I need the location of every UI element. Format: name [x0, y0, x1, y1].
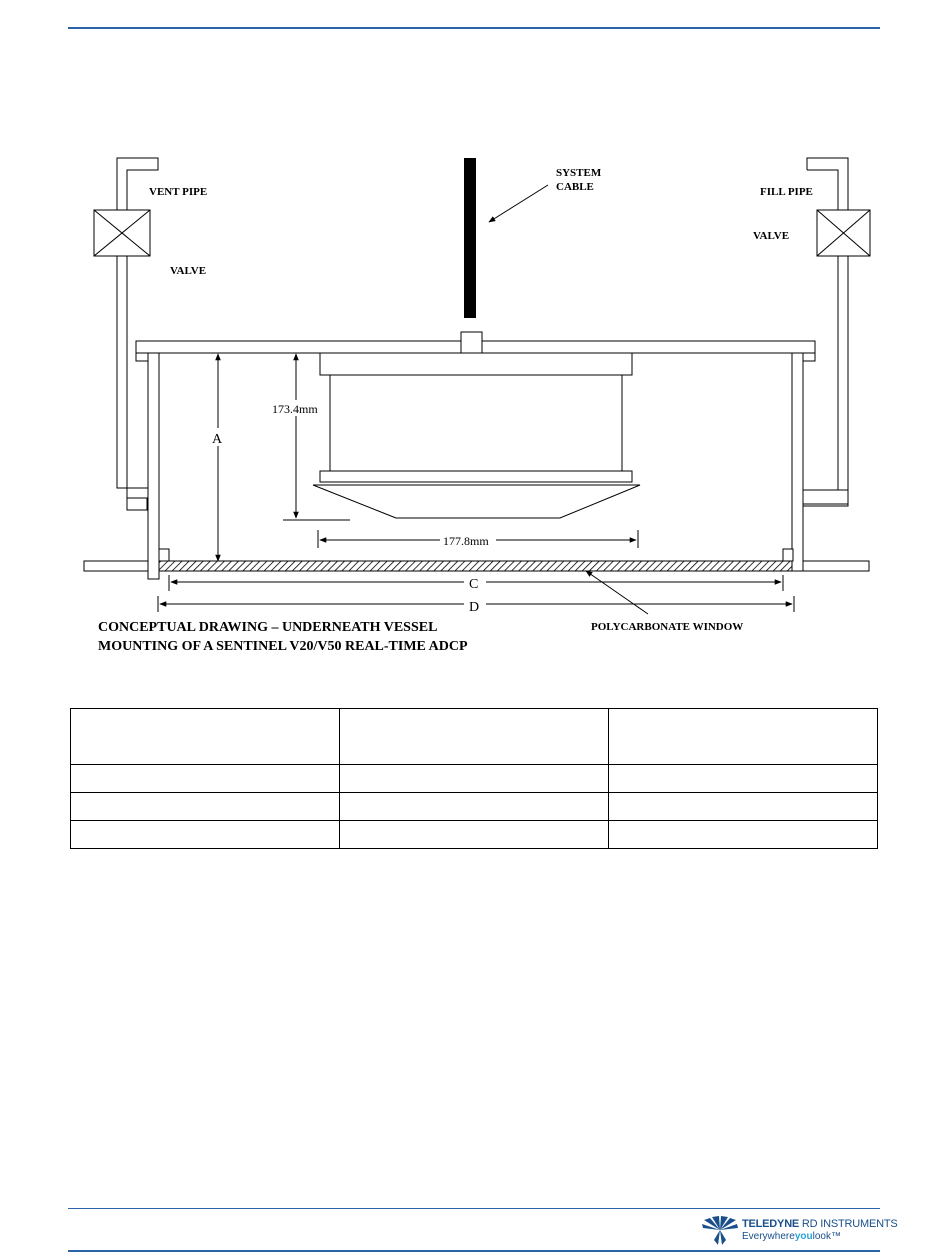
table-cell [609, 793, 878, 821]
table-cell [340, 765, 609, 793]
left-wall [148, 353, 159, 579]
system-cable [464, 158, 476, 318]
valve-left-label: VALVE [170, 265, 207, 277]
hull-right [803, 561, 869, 571]
table-cell [340, 821, 609, 849]
polycarbonate-window [159, 561, 792, 571]
table-cell [609, 821, 878, 849]
logo-tagline: Everywhereyoulook™ [742, 1231, 841, 1242]
window-leader [586, 571, 648, 614]
bottom-rule [68, 1250, 880, 1252]
vent-pipe-label: VENT PIPE [149, 186, 208, 198]
logo-name: TELEDYNE RD INSTRUMENTS [742, 1218, 898, 1230]
table-header-cell [71, 709, 340, 765]
caption-line-1: CONCEPTUAL DRAWING – UNDERNEATH VESSEL [98, 620, 438, 635]
table-header-cell [340, 709, 609, 765]
cable-junction [461, 332, 482, 354]
table-header-row [71, 709, 878, 765]
system-cable-label-1: SYSTEM [556, 167, 602, 179]
footer-rule [68, 1208, 880, 1209]
table-row [71, 793, 878, 821]
company-logo [700, 1216, 898, 1246]
teledyne-mark-icon [700, 1216, 740, 1246]
caption-line-2: MOUNTING OF A SENTINEL V20/V50 REAL-TIME ADCP [98, 639, 468, 654]
window-label: POLYCARBONATE WINDOW [591, 621, 744, 633]
fill-pipe-label: FILL PIPE [760, 186, 813, 198]
dimensions-table [70, 708, 878, 849]
dimension-d-label: D [469, 600, 480, 615]
adcp-instrument [313, 353, 640, 518]
valve-right-icon [817, 210, 870, 256]
table-cell [609, 765, 878, 793]
valve-left-icon [94, 210, 150, 256]
table-cell [340, 793, 609, 821]
hull-left [84, 561, 148, 571]
dimension-a-label: A [212, 432, 223, 447]
table-cell [71, 765, 340, 793]
table-cell [71, 821, 340, 849]
valve-right-label: VALVE [753, 230, 790, 242]
table-cell [71, 793, 340, 821]
table-row [71, 765, 878, 793]
system-cable-leader [489, 185, 548, 222]
table-row [71, 821, 878, 849]
system-cable-label-2: CABLE [556, 181, 594, 193]
dimension-height-label: 173.4mm [272, 402, 318, 416]
dimension-width-label: 177.8mm [443, 534, 489, 548]
dimension-c-label: C [469, 577, 479, 592]
right-wall [792, 353, 803, 571]
table-header-cell [609, 709, 878, 765]
